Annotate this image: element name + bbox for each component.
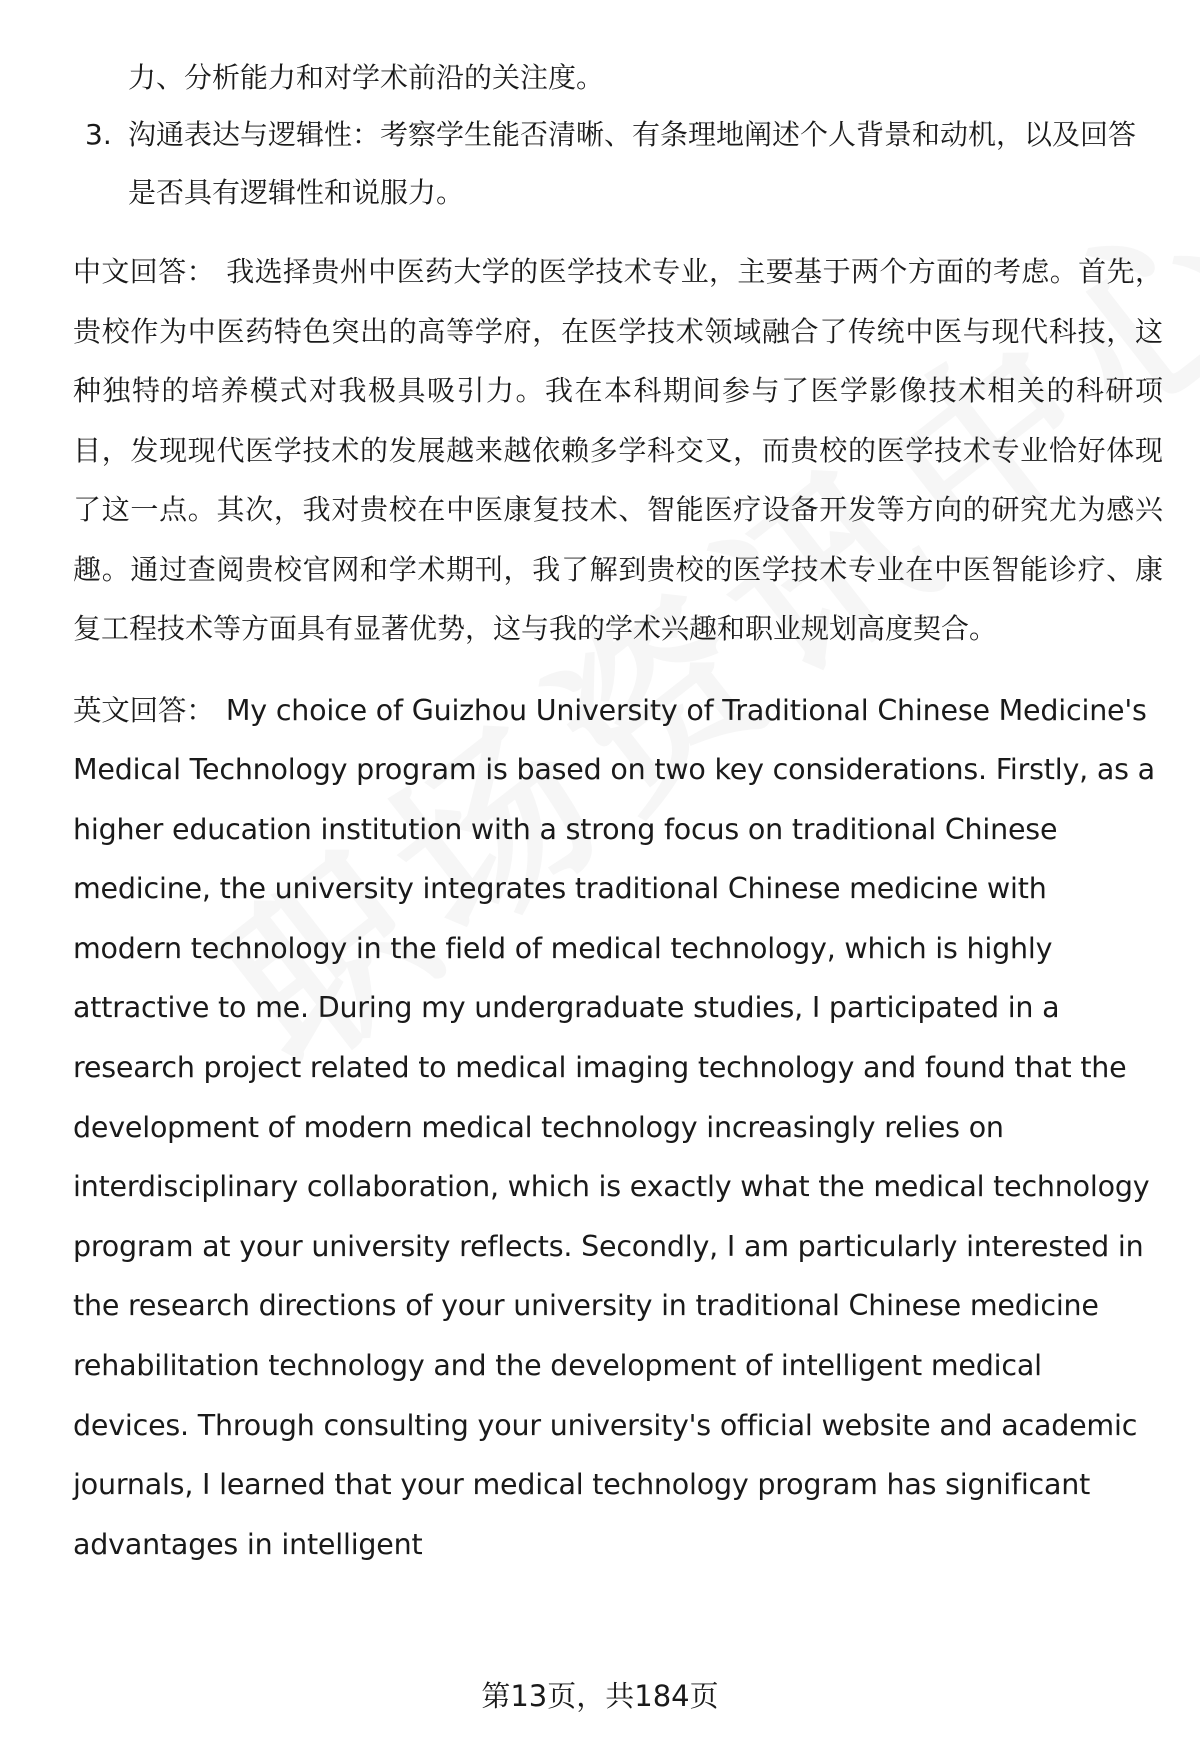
- list-item-3: [73, 106, 1163, 222]
- english-answer-label: 英文回答：: [73, 693, 215, 727]
- list-item-text: 沟通表达与逻辑性：考察学生能否清晰、有条理地阐述个人背景和动机，以及回答是否具有逻辑性和说服力。: [128, 118, 1137, 209]
- page-content: [73, 50, 1163, 1574]
- chinese-answer-text: 我选择贵州中医药大学的医学技术专业，主要基于两个方面的考虑。首先，贵校作为中医药特色突出的高等学府，在医学技术领域融合了传统中医与现代科技，这种独特的培养模式对我极具吸引力。我在本科期间参与了医学影像技术相关的科研项目，发现现代医学技术的发展越来越依赖多学科交叉，而贵校的医学技术专业恰好体现了这一点。其次，我对贵校在中医康复技术、智能医疗设备开发等方向的研究尤为感兴趣。通过查阅贵校官网和学术期刊，我了解到贵校的医学技术专业在中医智能诊疗、康复工程技术等方面具有显著优势，这与我的学术兴趣和职业规划高度契合。: [73, 255, 1163, 645]
- chinese-answer-label: 中文回答：: [73, 255, 215, 288]
- list-item-number: 3.: [85, 118, 112, 151]
- chinese-answer-paragraph: [73, 242, 1163, 659]
- list-item-continuation: 力、分析能力和对学术前沿的关注度。: [128, 61, 605, 94]
- page-number-footer: 第13页，共184页: [481, 1679, 719, 1713]
- english-answer-text: My choice of Guizhou University of Traditional Chinese Medicine's Medical Technology program is based on two key considerations. Firstly, as a higher education institution with a strong focus on traditional Chinese medicine, the university integrates traditional Chinese medicine with modern technology in the field of medical technology, which is highly attractive to me. During my undergraduate studies, I participated in a research project related to medical imaging technology and found that the development of modern medical technology increasingly relies on interdisciplinary collaboration, which is exactly what the medical technology program at your university reflects. Secondly, I am particularly interested in the research directions of your university in traditional Chinese medicine rehabilitation technology and the development of intelligent medical devices. Through consulting your university's official website and academic journals, I learned that your medical technology program has significant advantages in intelligent: [73, 693, 1155, 1561]
- english-answer-paragraph: [73, 681, 1163, 1575]
